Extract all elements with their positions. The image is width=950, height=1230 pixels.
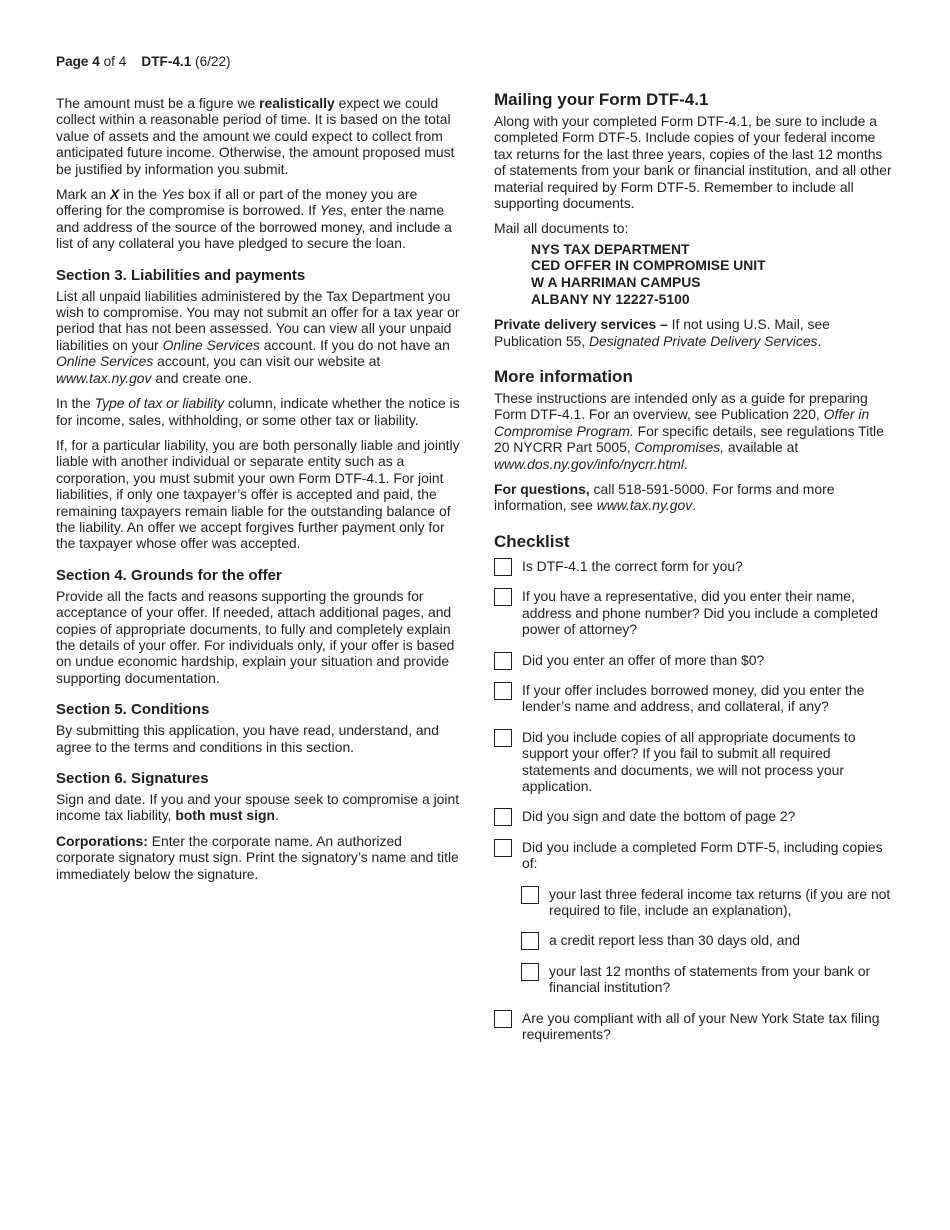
checklist-title: Checklist xyxy=(494,531,570,551)
section-3-p2: In the Type of tax or liability column, indicate whether the notice is for income, sales, withholding, or some other tax or liability. xyxy=(56,395,460,428)
checkbox[interactable] xyxy=(494,652,512,670)
borrowed-paragraph: Mark an X in the Yes box if all or part of the money you are offering for the compromise is borrowed. If Yes, enter the name and address of the source of the borrowed money, and include a list of any collateral you have pledged to secure the loan. xyxy=(56,186,452,252)
section-4-title: Section 4. Grounds for the offer xyxy=(56,566,282,584)
checkbox[interactable] xyxy=(494,682,512,700)
checkbox[interactable] xyxy=(521,886,539,904)
section-5-p1: By submitting this application, you have read, understand, and agree to the terms and conditions in this section. xyxy=(56,722,440,755)
questions-paragraph: For questions, call 518-591-5000. For forms and more information, see www.tax.ny.gov. xyxy=(494,481,835,514)
page-header xyxy=(56,54,231,69)
checklist-item: Did you sign and date the bottom of page 2? xyxy=(494,808,896,824)
checkbox[interactable] xyxy=(494,839,512,857)
mailing-title: Mailing your Form DTF-4.1 xyxy=(494,90,709,109)
page-label: Page 4 xyxy=(56,54,100,69)
more-info-p1: These instructions are intended only as a guide for preparing Form DTF-4.1. For an overview, see Publication 220, Offer in Compromise Program. For specific details, see regulations Title 20 NYCRR Part 5005, Compromises, available at www.dos.ny.gov/info/nycrr.html. xyxy=(494,390,884,472)
more-info-title: More information xyxy=(494,367,633,387)
page-of: of 4 xyxy=(103,54,127,69)
mailing-p2: Mail all documents to: xyxy=(494,220,629,237)
section-5-title: Section 5. Conditions xyxy=(56,701,210,719)
checklist-subitem: your last three federal income tax returns (if you are not required to file, include an explanation), xyxy=(521,886,896,919)
checklist-item: If your offer includes borrowed money, did you enter the lender’s name and address, and collateral, if any? xyxy=(494,682,896,715)
address-line: NYS TAX DEPARTMENT xyxy=(531,240,690,257)
checklist-item: Did you include copies of all appropriate documents to support your offer? If you fail to submit all required statements and documents, we will not process your application. xyxy=(494,729,896,795)
section-6-title: Section 6. Signatures xyxy=(56,770,209,787)
section-6-p2: Corporations: Enter the corporate name. An authorized corporate signatory must sign. Print the signatory’s name and title immediately below the signature. xyxy=(56,832,459,882)
mailing-address xyxy=(531,241,896,307)
checklist-item: Did you enter an offer of more than $0? xyxy=(494,652,896,668)
checkbox[interactable] xyxy=(494,808,512,826)
address-line: W A HARRIMAN CAMPUS xyxy=(531,274,701,291)
checklist-item: Is DTF-4.1 the correct form for you? xyxy=(494,558,896,574)
checklist-item: Are you compliant with all of your New York State tax filing requirements? xyxy=(494,1010,896,1043)
amount-paragraph: The amount must be a figure we realistically expect we could collect within a reasonable period of time. It is based on the total value of assets and the amount we could expect to collect from anticipated future income. Otherwise, the amount proposed must be justified by information you submit. xyxy=(56,95,455,177)
section-4-p1: Provide all the facts and reasons supporting the grounds for acceptance of your offer. If needed, attach additional pages, and copies of appropriate documents, to fully and completely explain the details of your offer. For individuals only, if your offer is based on undue economic hardship, explain your situation and provide supporting documentation. xyxy=(56,587,455,686)
private-delivery-paragraph: Private delivery services – If not using U.S. Mail, see Publication 55, Designated Private Delivery Services. xyxy=(494,316,830,349)
form-id: DTF-4.1 xyxy=(141,54,192,69)
checkbox[interactable] xyxy=(494,1010,512,1028)
left-column xyxy=(56,95,462,891)
checkbox[interactable] xyxy=(494,558,512,576)
checkbox[interactable] xyxy=(521,932,539,950)
checklist-subitem: a credit report less than 30 days old, and xyxy=(521,932,896,948)
checklist-item: Did you include a completed Form DTF-5, including copies of: xyxy=(494,839,896,872)
checkbox[interactable] xyxy=(521,963,539,981)
address-line: ALBANY NY 12227-5100 xyxy=(531,290,690,307)
section-3-p1: List all unpaid liabilities administered by the Tax Department you wish to compromise. You may not submit an offer for a tax year or period that has not been assessed. You can view all your unpaid liabilities on your Online Services account. If you do not have an Online Services account, you can visit our website at www.tax.ny.gov and create one. xyxy=(56,287,460,386)
checklist-item: If you have a representative, did you enter their name, address and phone number? Did you include a completed power of attorney? xyxy=(494,588,896,637)
checkbox[interactable] xyxy=(494,588,512,606)
mailing-p1: Along with your completed Form DTF-4.1, be sure to include a completed Form DTF-5. Include copies of your federal income tax returns for the last three years, copies of the last 12 months of statements from your bank or financial institution, and all other material required by Form DTF-5. Remember to include all supporting documents. xyxy=(494,113,892,212)
form-revision: (6/22) xyxy=(195,54,231,69)
right-column xyxy=(494,90,896,1056)
checkbox[interactable] xyxy=(494,729,512,747)
section-3-p3: If, for a particular liability, you are both personally liable and jointly liable with another individual or separate entity such as a corporation, you must submit your own Form DTF-4.1. For joint liabilities, if only one taxpayer’s offer is accepted and paid, the remaining taxpayers remain liable for the outstanding balance of the liability. An offer we accept forgives further payment only for the taxpayer whose offer was accepted. xyxy=(56,436,460,552)
section-6-p1: Sign and date. If you and your spouse seek to compromise a joint income tax liability, both must sign. xyxy=(56,791,460,824)
section-3-title: Section 3. Liabilities and payments xyxy=(56,266,306,284)
address-line: CED OFFER IN COMPROMISE UNIT xyxy=(531,257,766,274)
checklist-subitem: your last 12 months of statements from your bank or financial institution? xyxy=(521,963,896,996)
checklist xyxy=(494,558,896,1043)
